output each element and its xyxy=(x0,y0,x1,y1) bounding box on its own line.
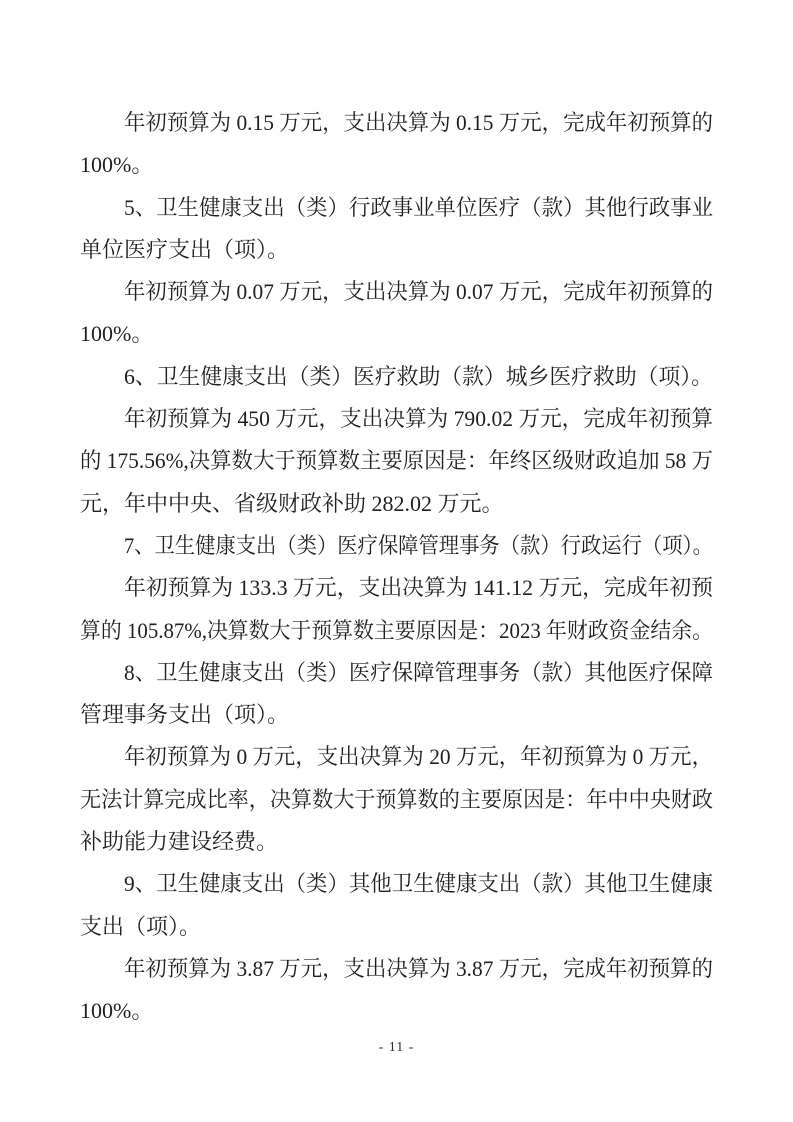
line-text: 100%。 xyxy=(80,152,154,178)
paragraph xyxy=(80,863,713,948)
line-text: 无法计算完成比率，决算数大于预算数的主要原因是：年中中央财政 xyxy=(80,786,713,812)
line-text: 算的 105.87%,决算数大于预算数主要原因是：2023 年财政资金结余。 xyxy=(80,617,713,643)
document-body xyxy=(80,102,713,1033)
paragraph xyxy=(80,271,713,356)
line-text: 5、卫生健康支出（类）行政事业单位医疗（款）其他行政事业 xyxy=(124,194,713,220)
line-text: 单位医疗支出（项）。 xyxy=(80,236,290,262)
line-text: 年初预算为 3.87 万元，支出决算为 3.87 万元，完成年初预算的 xyxy=(124,955,713,981)
page-number: - 11 - xyxy=(378,1040,415,1055)
document-line xyxy=(80,948,713,990)
document-line xyxy=(80,398,713,440)
document-line xyxy=(80,736,713,778)
paragraph xyxy=(80,525,713,567)
document-line xyxy=(80,187,713,229)
paragraph xyxy=(80,356,713,398)
line-text: 补助能力建设经费。 xyxy=(80,829,279,855)
line-text: 元，年中中央、省级财政补助 282.02 万元。 xyxy=(80,490,504,516)
paragraph xyxy=(80,652,713,737)
document-line xyxy=(80,990,713,1032)
document-line xyxy=(80,610,713,652)
line-text: 年初预算为 0.15 万元，支出决算为 0.15 万元，完成年初预算的 xyxy=(124,110,713,135)
line-text: 管理事务支出（项）。 xyxy=(80,702,290,728)
document-line xyxy=(80,863,713,905)
line-text: 100%。 xyxy=(80,998,154,1024)
line-text: 6、卫生健康支出（类）医疗救助（款）城乡医疗救助（项）。 xyxy=(124,363,713,389)
paragraph xyxy=(80,567,713,652)
document-line xyxy=(80,102,713,144)
document-line xyxy=(80,144,713,186)
document-line xyxy=(80,779,713,821)
line-text: 8、卫生健康支出（类）医疗保障管理事务（款）其他医疗保障 xyxy=(124,659,713,685)
document-line xyxy=(80,694,713,736)
line-text: 年初预算为 133.3 万元，支出决算为 141.12 万元，完成年初预 xyxy=(124,575,713,601)
line-text: 7、卫生健康支出（类）医疗保障管理事务（款）行政运行（项）。 xyxy=(124,532,713,558)
document-line xyxy=(80,652,713,694)
line-text: 的 175.56%,决算数大于预算数主要原因是：年终区级财政追加 58 万 xyxy=(80,448,713,474)
line-text: 支出（项）。 xyxy=(80,913,202,939)
document-line xyxy=(80,440,713,482)
document-line xyxy=(80,313,713,355)
paragraph xyxy=(80,948,713,1033)
line-text: 年初预算为 0.07 万元，支出决算为 0.07 万元，完成年初预算的 xyxy=(124,279,713,305)
paragraph xyxy=(80,187,713,272)
line-text: 100%。 xyxy=(80,321,154,347)
document-line xyxy=(80,271,713,313)
document-line xyxy=(80,229,713,271)
line-text: 年初预算为 450 万元，支出决算为 790.02 万元，完成年初预算 xyxy=(124,406,713,432)
document-line xyxy=(80,906,713,948)
line-text: 9、卫生健康支出（类）其他卫生健康支出（款）其他卫生健康 xyxy=(124,871,713,897)
paragraph xyxy=(80,398,713,525)
document-line xyxy=(80,525,713,567)
document-line xyxy=(80,567,713,609)
line-text: 年初预算为 0 万元，支出决算为 20 万元，年初预算为 0 万元， xyxy=(124,744,713,770)
document-line xyxy=(80,356,713,398)
paragraph xyxy=(80,102,713,187)
document-line xyxy=(80,483,713,525)
paragraph xyxy=(80,736,713,863)
document-line xyxy=(80,821,713,863)
